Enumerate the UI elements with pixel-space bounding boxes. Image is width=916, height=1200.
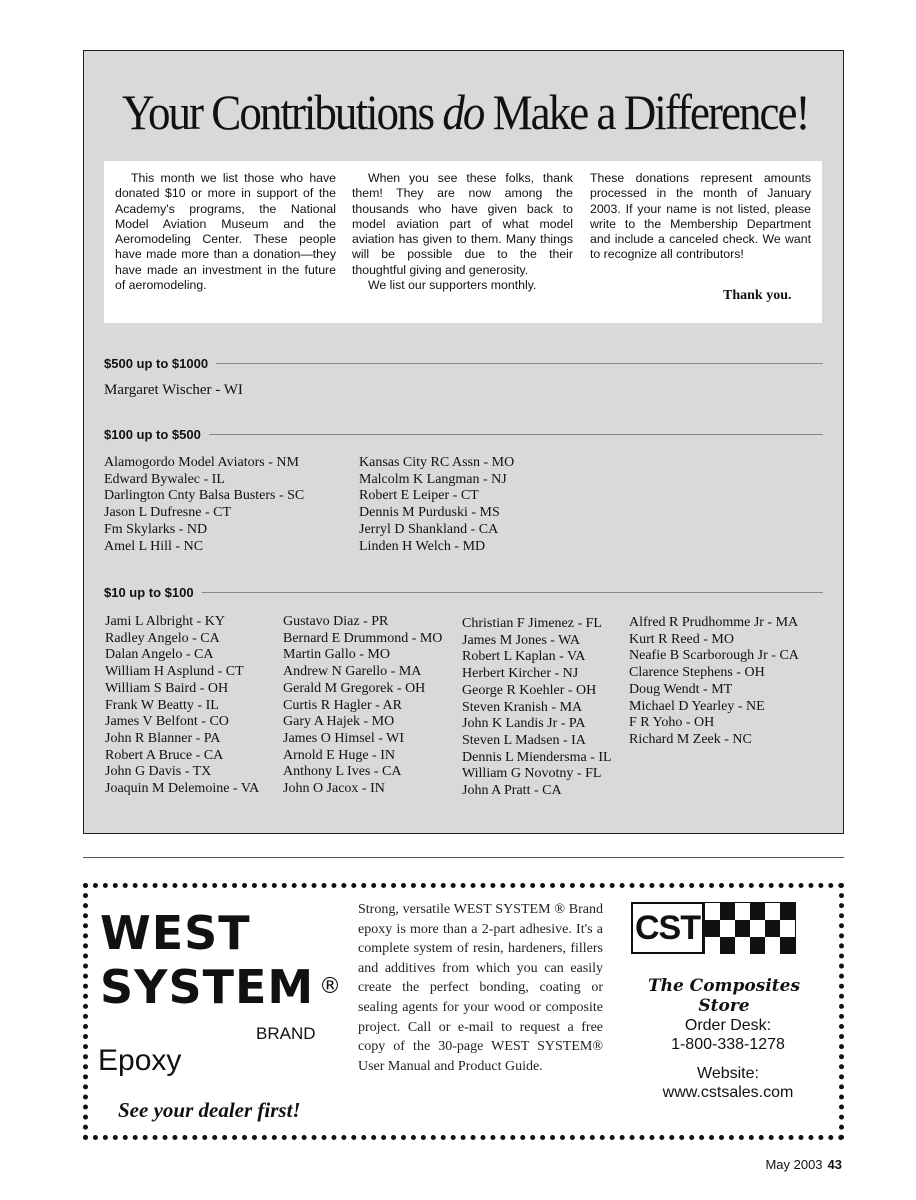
registered-mark: ®: [319, 974, 341, 999]
donor-name: Jason L Dufresne - CT: [104, 505, 232, 521]
donor-name: Gustavo Diaz - PR: [283, 614, 389, 629]
order-desk: Order Desk: 1-800-338-1278: [671, 1017, 785, 1053]
donor-name: Radley Angelo - CA: [105, 630, 220, 646]
donor-name: Dennis L Miendersma - IL: [462, 749, 612, 765]
ad-body-text: Strong, versatile WEST SYSTEM ® Brand epoxy is more than a 2-part adhesive. It's a complete system of resin, hardeners, fillers and additives from which you can easily create the perfect bonding, coating or sealing agents for your wood or composite project. Call or e-mail to request a free copy of the 30-page WEST SYSTEM® User Manual and Product Guide.: [358, 902, 603, 1074]
donor-name: F R Yoho - OH: [629, 715, 715, 731]
donor-name: Jerryl D Shankland - CA: [359, 521, 499, 537]
donor-name: Arnold E Huge - IN: [283, 747, 395, 763]
website-info: Website: www.cstsales.com: [662, 1065, 794, 1101]
donor-name: Steven Kranish - MA: [462, 699, 583, 715]
names-100-500-col1: [104, 455, 304, 555]
donor-name: Doug Wendt - MT: [629, 681, 733, 697]
donor-name: Joaquin M Delemoine - VA: [105, 781, 260, 797]
page-footer: [765, 1157, 842, 1172]
donor-name: Kurt R Reed - MO: [629, 631, 734, 647]
thank-you: Thank you.: [723, 288, 792, 303]
donor-name: Andrew N Garello - MA: [283, 664, 422, 680]
page-divider: [83, 857, 844, 858]
donor-name: Neafie B Scarborough Jr - CA: [629, 648, 799, 664]
donor-name: Margaret Wischer - WI: [104, 382, 243, 398]
donor-name: James M Jones - WA: [462, 632, 580, 648]
names-500-1000: [104, 382, 243, 399]
donor-name: John G Davis - TX: [105, 764, 212, 780]
donor-name: Amel L Hill - NC: [104, 538, 204, 554]
epoxy-label: Epoxy: [98, 1044, 182, 1077]
donor-name: Alamogordo Model Aviators - NM: [104, 455, 299, 470]
donor-name: Bernard E Drummond - MO: [283, 630, 443, 646]
donor-name: Alfred R Prudhomme Jr - MA: [629, 615, 799, 630]
donor-name: Dennis M Purduski - MS: [359, 505, 500, 521]
donor-name: William G Novotny - FL: [462, 766, 602, 782]
donor-name: Gary A Hajek - MO: [283, 714, 395, 730]
donor-name: Edward Bywalec - IL: [104, 471, 225, 487]
donor-name: Steven L Madsen - IA: [462, 732, 586, 748]
donor-name: Christian F Jimenez - FL: [462, 616, 602, 631]
donor-name: William H Asplund - CT: [105, 664, 244, 680]
names-10-100-col1: [105, 614, 259, 798]
brand-label: BRAND: [256, 1024, 316, 1043]
donor-name: Fm Skylarks - ND: [104, 521, 208, 537]
donor-name: Darlington Cnty Balsa Busters - SC: [104, 488, 305, 504]
section-heading-500-1000: $500 up to $1000: [104, 355, 823, 371]
section-rule: [202, 592, 823, 593]
section-rule: [209, 434, 823, 435]
section-heading-10-100: $10 up to $100: [104, 584, 823, 600]
donor-name: Herbert Kircher - NJ: [462, 666, 579, 682]
intro-column-3: These donations represent amounts processed in the month of January 2003. If your name is not listed, please write to the Membership Department and include a canceled check. We want to recognize all contributors!: [590, 171, 811, 262]
donor-name: John O Jacox - IN: [283, 781, 385, 797]
intro-box: [104, 161, 822, 323]
donor-name: John A Pratt - CA: [462, 783, 562, 799]
donor-name: Robert A Bruce - CA: [105, 747, 224, 763]
donor-name: Clarence Stephens - OH: [629, 665, 765, 681]
donor-name: Anthony L Ives - CA: [283, 764, 402, 780]
donor-name: Kansas City RC Assn - MO: [359, 455, 515, 470]
cst-logo: CST: [631, 902, 813, 954]
section-rule: [216, 363, 823, 364]
donor-name: Robert L Kaplan - VA: [462, 649, 586, 665]
donor-name: Michael D Yearley - NE: [629, 698, 765, 714]
section-heading-100-500: $100 up to $500: [104, 426, 823, 442]
composites-store-name: The Composites Store: [647, 976, 801, 1016]
donor-name: Richard M Zeek - NC: [629, 731, 752, 747]
donor-name: John K Landis Jr - PA: [462, 716, 586, 732]
donor-name: Curtis R Hagler - AR: [283, 697, 402, 713]
donor-name: John R Blanner - PA: [105, 730, 221, 746]
contributions-panel: [83, 50, 844, 834]
donor-name: Martin Gallo - MO: [283, 647, 390, 663]
donor-name: George R Koehler - OH: [462, 682, 597, 698]
donor-name: Gerald M Gregorek - OH: [283, 680, 426, 696]
issue-date: May 2003: [765, 1157, 823, 1172]
donor-name: Frank W Beatty - IL: [105, 697, 219, 713]
dealer-tagline: See your dealer first!: [118, 1098, 301, 1122]
donor-name: William S Baird - OH: [105, 680, 229, 696]
donor-name: Linden H Welch - MD: [359, 538, 486, 554]
names-10-100-col3: [462, 616, 612, 800]
page-number: 43: [827, 1157, 842, 1172]
donor-name: Dalan Angelo - CA: [105, 647, 214, 663]
names-10-100-col4: [629, 615, 799, 749]
donor-name: Malcolm K Langman - NJ: [359, 471, 507, 487]
page-title: Your Contributions do Make a Difference!: [121, 84, 809, 140]
west-system-ad: [83, 883, 844, 1140]
donor-name: Jami L Albright - KY: [105, 614, 226, 629]
intro-column-2: When you see these folks, thank them! They are now among the thousands who have given back to model aviation part of what model aviation has given to them. Many things will be possible due to the their thoughtful giving and generosity. We list our supporters monthly.: [352, 171, 573, 293]
names-100-500-col2: [359, 455, 514, 555]
intro-column-1: This month we list those who have donated $10 or more in support of the Academy's programs, the National Model Aviation Museum and the Aeromodeling Center. These people have made more than a donation—they have made an investment in the future of aeromodeling.: [115, 171, 336, 293]
donor-name: Robert E Leiper - CT: [359, 488, 479, 504]
west-system-logo: WEST SYSTEM: [100, 906, 315, 1014]
donor-name: James V Belfont - CO: [105, 714, 229, 730]
checker-pattern: [704, 902, 796, 954]
donor-name: James O Himsel - WI: [283, 730, 405, 746]
names-10-100-col2: [283, 614, 442, 798]
